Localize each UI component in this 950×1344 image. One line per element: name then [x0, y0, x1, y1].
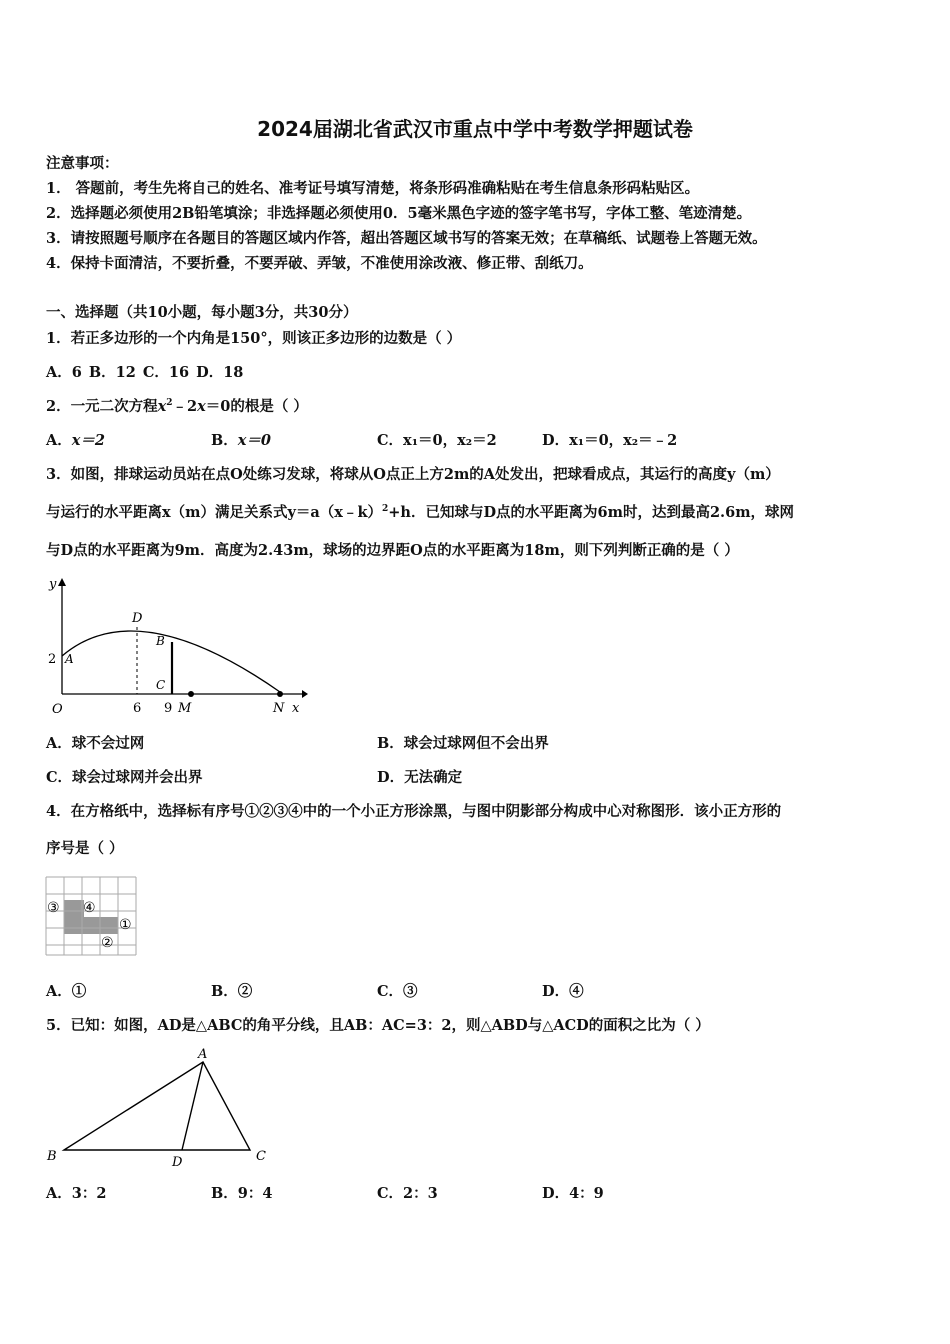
- grid-lines: [46, 877, 136, 955]
- q4-line-2: 序号是（ ）: [46, 840, 124, 857]
- q5-option-c: C．2：3: [377, 1185, 438, 1202]
- q5-option-b: B．9：4: [211, 1185, 273, 1202]
- q3-option-c: C．球会过球网并会出界: [46, 769, 203, 786]
- q4-grid-figure: [45, 876, 137, 956]
- q2-option-a-label: A．: [46, 432, 72, 449]
- q2-option-c-label: C．: [377, 432, 404, 449]
- notice-item-2: 2．选择题必须使用2B铅笔填涂；非选择题必须使用0．5毫米黑色字迹的签字笔书写，字体工整、笔迹清楚。: [46, 205, 752, 222]
- label-m: M: [178, 701, 192, 716]
- q2-option-d-label: D．: [542, 432, 570, 449]
- label-x: x: [292, 701, 300, 716]
- q3-figure-bg: [44, 572, 308, 720]
- label-a: A: [65, 652, 74, 666]
- q2-option-d-value: x₁＝0，x₂＝﹣2: [569, 432, 678, 449]
- q3-option-d: D．无法确定: [377, 769, 463, 786]
- label-vertex-b: B: [47, 1149, 57, 1164]
- point-m: [188, 691, 194, 697]
- label-d: D: [132, 611, 143, 626]
- notice-item-4: 4．保持卡面清洁，不要折叠，不要弄破、弄皱，不准使用涂改液、修正带、刮纸刀。: [46, 255, 593, 272]
- q2-eq-x: x: [157, 398, 167, 415]
- q1-options: A．6 B．12 C．16 D．18: [46, 364, 244, 381]
- q2-option-d: [542, 429, 677, 450]
- q2-option-a: [46, 429, 105, 450]
- q2-option-a-value: x＝2: [71, 432, 105, 449]
- q2-eq-exp: 2: [166, 398, 173, 409]
- grid-label-2: ②: [101, 935, 114, 951]
- q3-line-3: 与D点的水平距离为9m．高度为2.43m，球场的边界距O点的水平距离为18m，则下列判断正确的是（ ）: [46, 542, 739, 559]
- section-heading: 一、选择题（共10小题，每小题3分，共30分）: [46, 304, 358, 321]
- page-title: 2024届湖北省武汉市重点中学中考数学押题试卷: [257, 117, 693, 141]
- q1-stem: 1．若正多边形的一个内角是150°，则该正多边形的边数是（ ）: [46, 330, 462, 347]
- grid-label-1: ①: [119, 917, 132, 933]
- bisector-ad: [182, 1062, 203, 1150]
- q4-option-d: D．④: [542, 983, 584, 1000]
- q2-stem: [46, 395, 308, 416]
- q5-stem: 5．已知：如图，AD是△ABC的角平分线，且AB：AC=3：2，则△ABD与△ACD的面积之比为（ ）: [46, 1017, 710, 1034]
- label-y: y: [49, 577, 57, 592]
- q5-option-d: D．4：9: [542, 1185, 604, 1202]
- label-two: 2: [48, 652, 57, 667]
- grid-label-3: ③: [47, 900, 60, 916]
- q2-option-c-value: x₁＝0，x₂＝2: [403, 432, 497, 449]
- label-nine: 9: [164, 701, 173, 716]
- q3-option-a: A．球不会过网: [46, 735, 145, 752]
- q3-line-2a: 与运行的水平距离x（m）满足关系式y＝a（x﹣k）: [46, 504, 382, 521]
- point-n: [277, 691, 283, 697]
- q2-eq-rest: ﹣2: [172, 398, 198, 415]
- q4-option-b: B．②: [211, 983, 253, 1000]
- q2-option-b-value: x＝0: [237, 432, 271, 449]
- q3-line-2b: +h．已知球与D点的水平距离为6m时，达到最高2.6m，球网: [388, 504, 795, 521]
- label-n: N: [273, 701, 285, 716]
- q2-option-c: [377, 429, 497, 450]
- label-point-d: D: [172, 1155, 183, 1170]
- q5-triangle-figure: [44, 1044, 272, 1170]
- notice-item-3: 3．请按照题号顺序在各题目的答题区域内作答，超出答题区域书写的答案无效；在草稿纸、试题卷上答题无效。: [46, 230, 767, 247]
- q2-option-b: [211, 429, 271, 450]
- label-vertex-a: A: [198, 1047, 208, 1062]
- shaded-region-right: [84, 917, 118, 934]
- q2-eq-end: ＝0的根是（ ）: [205, 398, 308, 415]
- q2-eq-x2: x: [197, 398, 206, 415]
- q4-line-1: 4．在方格纸中，选择标有序号①②③④中的一个小正方形涂黑，与图中阴影部分构成中心对称图形．该小正方形的: [46, 803, 782, 820]
- q2-stem-a: 2．一元二次方程: [46, 398, 158, 415]
- label-o: O: [52, 702, 63, 717]
- label-b: B: [156, 634, 165, 648]
- q2-option-b-label: B．: [211, 432, 238, 449]
- label-six: 6: [133, 701, 142, 716]
- q3-line-1: 3．如图，排球运动员站在点O处练习发球，将球从O点正上方2m的A处发出，把球看成点，其运行的高度y（m）: [46, 466, 780, 483]
- q3-line-2: [46, 501, 794, 522]
- triangle-abc: [64, 1062, 250, 1150]
- q3-line-2-exp: 2: [382, 504, 389, 515]
- grid-label-4: ④: [83, 900, 96, 916]
- q3-option-b: B．球会过球网但不会出界: [377, 735, 549, 752]
- notice-heading: 注意事项：: [46, 155, 119, 172]
- q3-figure: [44, 572, 308, 720]
- q5-option-a: A．3：2: [46, 1185, 107, 1202]
- shaded-region-left: [64, 900, 84, 934]
- label-vertex-c: C: [256, 1149, 266, 1164]
- notice-item-1: 1． 答题前，考生先将自己的姓名、准考证号填写清楚，将条形码准确粘贴在考生信息条形码粘贴区。: [46, 180, 700, 197]
- q4-option-a: A．①: [46, 983, 87, 1000]
- q4-option-c: C．③: [377, 983, 418, 1000]
- label-c: C: [156, 678, 166, 692]
